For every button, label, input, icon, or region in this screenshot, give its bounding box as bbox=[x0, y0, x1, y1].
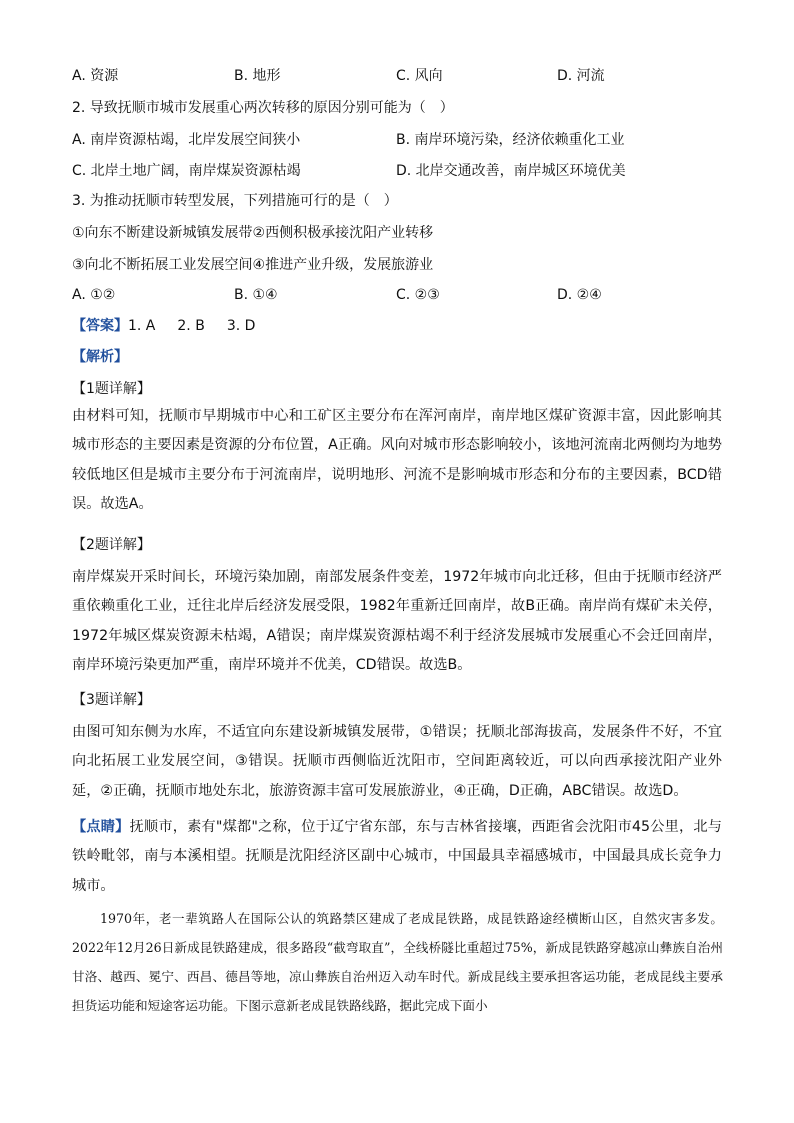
q2-option-c: C. 北岸土地广阔，南岸煤炭资源枯竭 bbox=[72, 163, 301, 179]
intro-paragraph: 1970年，老一辈筑路人在国际公认的筑路禁区建成了老成昆铁路，成昆铁路途经横断山区，自然灾害多发。2022年12月26日新成昆铁路建成，很多路段“截弯取直”，全线桥隧比重超过75%，新成昆铁路穿越凉山彝族自治州甘洛、越西、冕宁、西昌、德昌等地，凉山彝族自治州迈入动车时代。新成昆线主要承担客运功能，老成昆线主要承担货运功能和短途客运功能。下图示意新老成昆铁路线路，据此完成下面小 bbox=[72, 911, 723, 1013]
q3-option-c: C. ②③ bbox=[396, 287, 440, 303]
detail2-text: 南岸煤炭开采时间长，环境污染加剧，南部发展条件变差，1972年城市向北迁移，但由于抚顺市经济严重依赖重化工业，迁往北岸后经济发展受限，1982年重新迁回南岸，故B正确。南岸尚有煤矿未关停，1972年城区煤炭资源未枯竭，A错误；南岸煤炭资源枯竭不利于经济发展城市发展重心不会迁回南岸，南岸环境污染更加严重，南岸环境并不优美，CD错误。故选B。 bbox=[72, 569, 722, 674]
analysis-label: 【解析】 bbox=[72, 349, 128, 365]
answer-line bbox=[72, 316, 255, 336]
detail3-heading: 【3题详解】 bbox=[72, 692, 151, 708]
q1-option-c: C. 风向 bbox=[396, 68, 443, 84]
q1-option-d: D. 河流 bbox=[557, 68, 605, 84]
q2-option-a: A. 南岸资源枯竭，北岸发展空间狭小 bbox=[72, 132, 301, 148]
answer-2: 2. B bbox=[177, 318, 205, 334]
q3-option-d: D. ②④ bbox=[557, 287, 602, 303]
comment-text: 抚顺市，素有"煤都"之称，位于辽宁省东部，东与吉林省接壤，西距省会沈阳市45公里，北与铁岭毗邻，南与本溪相望。抚顺是沈阳经济区副中心城市，中国最具幸福感城市，中国最具成长竞争力城市。 bbox=[72, 819, 722, 894]
q3-statement-line-2: ③向北不断拓展工业发展空间④推进产业升级，发展旅游业 bbox=[72, 257, 434, 273]
detail2-heading: 【2题详解】 bbox=[72, 537, 151, 553]
q3-option-a: A. ①② bbox=[72, 287, 116, 303]
q2-option-d: D. 北岸交通改善，南岸城区环境优美 bbox=[396, 163, 626, 179]
q1-option-a: A. 资源 bbox=[72, 68, 119, 84]
detail1-heading: 【1题详解】 bbox=[72, 381, 151, 397]
answer-3: 3. D bbox=[226, 318, 256, 334]
q2-option-b: B. 南岸环境污染，经济依赖重化工业 bbox=[396, 132, 625, 148]
answer-label: 【答案】 bbox=[72, 318, 128, 334]
q3-statement-line-1: ①向东不断建设新城镇发展带②西侧积极承接沈阳产业转移 bbox=[72, 225, 434, 241]
q3-option-b: B. ①④ bbox=[234, 287, 278, 303]
detail3-text: 由图可知东侧为水库，不适宜向东建设新城镇发展带，①错误；抚顺北部海拔高，发展条件不好，不宜向北拓展工业发展空间，③错误。抚顺市西侧临近沈阳市，空间距离较近，可以向西承接沈阳产业外延，②正确，抚顺市地处东北，旅游资源丰富可发展旅游业，④正确，D正确，ABC错误。故选D。 bbox=[72, 724, 722, 799]
q3-stem: 3. 为推动抚顺市转型发展，下列措施可行的是（ ） bbox=[72, 193, 398, 209]
detail1-text: 由材料可知，抚顺市早期城市中心和工矿区主要分布在浑河南岸，南岸地区煤矿资源丰富，因此影响其城市形态的主要因素是资源的分布位置，A正确。风向对城市形态影响较小，该地河流南北两侧均为地势较低地区但是城市主要分布于河流南岸，说明地形、河流不是影响城市形态和分布的主要因素，BCD错误。故选A。 bbox=[72, 408, 722, 513]
comment-label: 【点睛】 bbox=[72, 819, 130, 835]
answer-1: 1. A bbox=[128, 318, 156, 334]
q2-stem: 2. 导致抚顺市城市发展重心两次转移的原因分别可能为（ ） bbox=[72, 100, 454, 116]
q1-option-b: B. 地形 bbox=[234, 68, 281, 84]
comment-block bbox=[72, 813, 722, 901]
